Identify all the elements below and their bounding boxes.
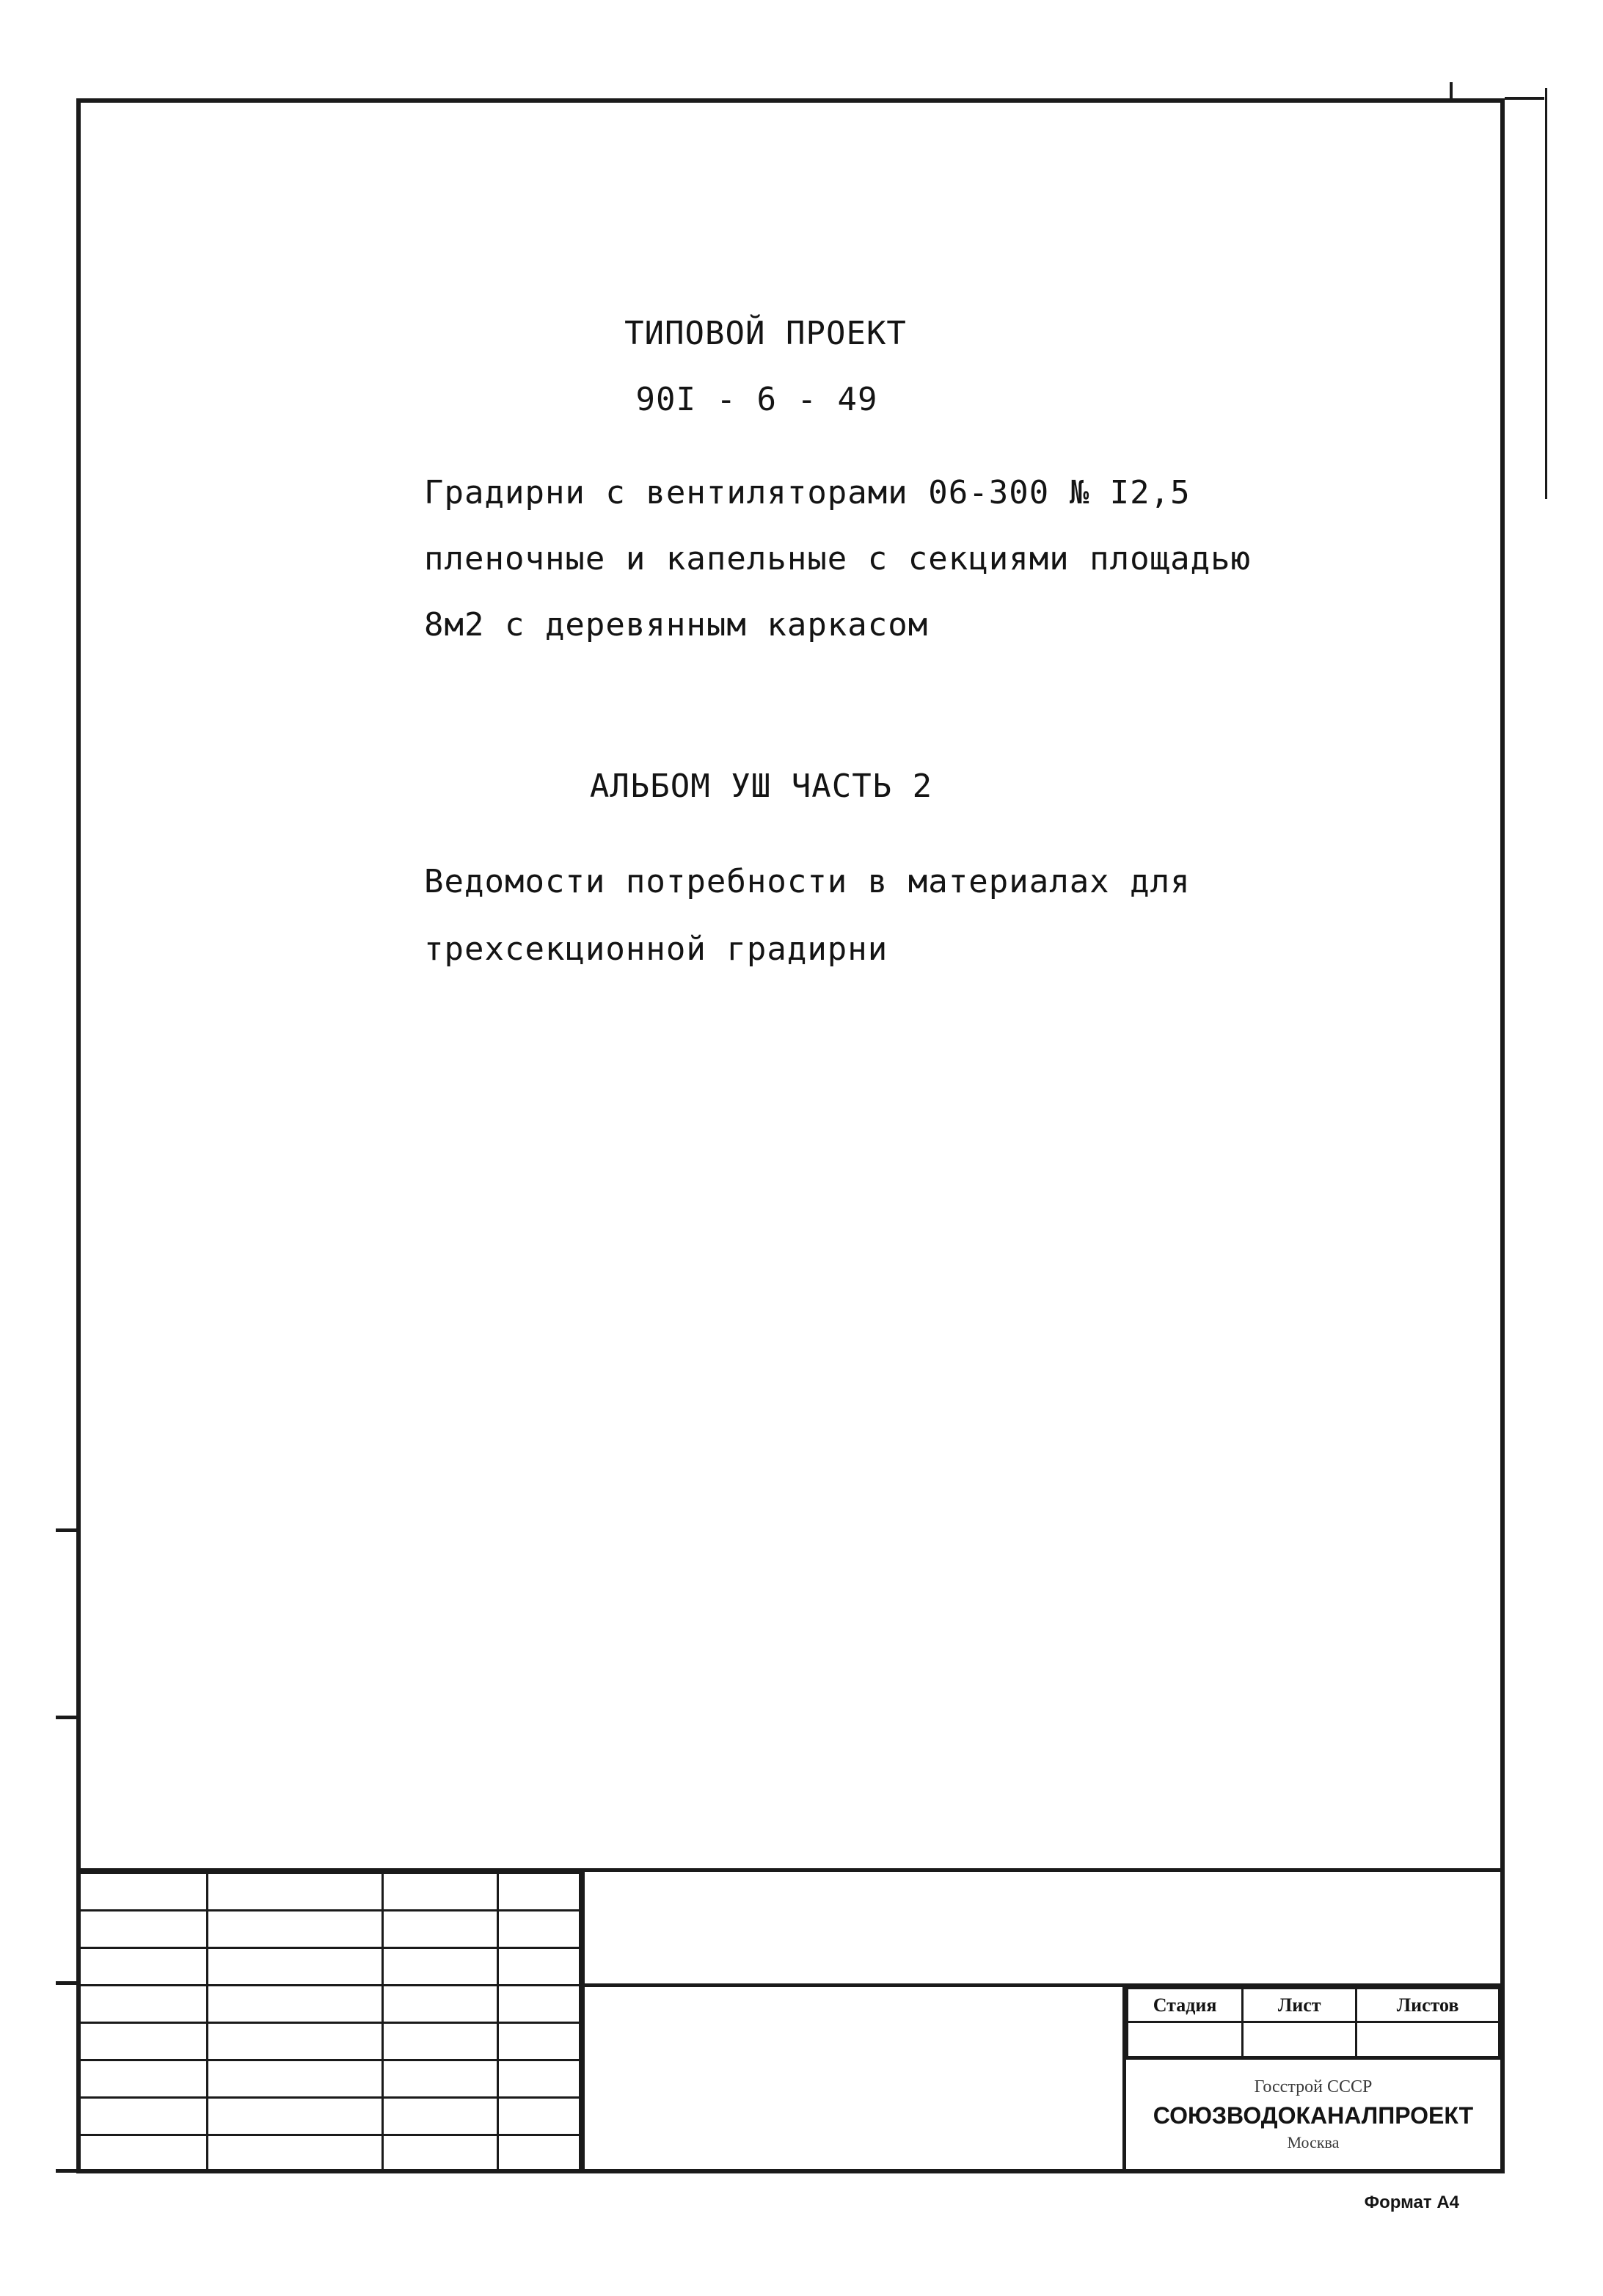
- organization-stamp: [1126, 2056, 1500, 2173]
- revision-row: [78, 2060, 580, 2098]
- revision-row: [78, 1948, 580, 1986]
- sheet-value: [1243, 2022, 1356, 2058]
- revision-row: [78, 1986, 580, 2023]
- top-tick-mark: [1450, 82, 1453, 98]
- revision-row: [78, 2098, 580, 2135]
- stage-header: Стадия: [1128, 1989, 1243, 2022]
- document-title-field: [581, 1872, 1500, 1987]
- org-name: СОЮЗВОДОКАНАЛПРОЕКТ: [1153, 2102, 1474, 2129]
- revision-grid: [76, 1872, 581, 2173]
- subject-line-2: трехсекционной градирни: [424, 930, 888, 968]
- album-label: АЛЬБОМ УШ ЧАСТЬ 2: [589, 768, 933, 805]
- stage-sheet-box: [1122, 1987, 1500, 2173]
- stage-value: [1128, 2022, 1243, 2058]
- sheet-header: Лист: [1243, 1989, 1356, 2022]
- revision-row: [78, 2135, 580, 2173]
- top-extension-line: [1505, 97, 1544, 100]
- left-fold-mark-2: [56, 1716, 78, 1719]
- project-type-heading: ТИПОВОЙ ПРОЕКТ: [624, 315, 907, 352]
- right-margin-line: [1545, 88, 1547, 499]
- org-ministry: Госстрой СССР: [1254, 2077, 1373, 2096]
- org-city: Москва: [1287, 2133, 1340, 2151]
- description-line-2: пленочные и капельные с секциями площадью: [424, 540, 1252, 577]
- sheets-header: Листов: [1356, 1989, 1500, 2022]
- format-label: Формат А4: [1364, 2193, 1459, 2212]
- stage-table: [1126, 1987, 1500, 2058]
- revision-row: [78, 1911, 580, 1948]
- description-line-3: 8м2 с деревянным каркасом: [424, 606, 929, 644]
- left-fold-mark-1: [56, 1528, 78, 1532]
- title-block: [76, 1868, 1505, 2173]
- bottom-extension-line: [56, 2169, 78, 2173]
- subject-line-1: Ведомости потребности в материалах для: [424, 863, 1191, 900]
- description-line-1: Градирни с вентиляторами 06-300 № I2,5: [424, 474, 1191, 511]
- revision-row: [78, 2023, 580, 2060]
- project-number: 90I - 6 - 49: [635, 381, 878, 418]
- revision-row: [78, 1873, 580, 1911]
- left-fold-mark-3: [56, 1981, 78, 1985]
- sheets-value: [1356, 2022, 1500, 2058]
